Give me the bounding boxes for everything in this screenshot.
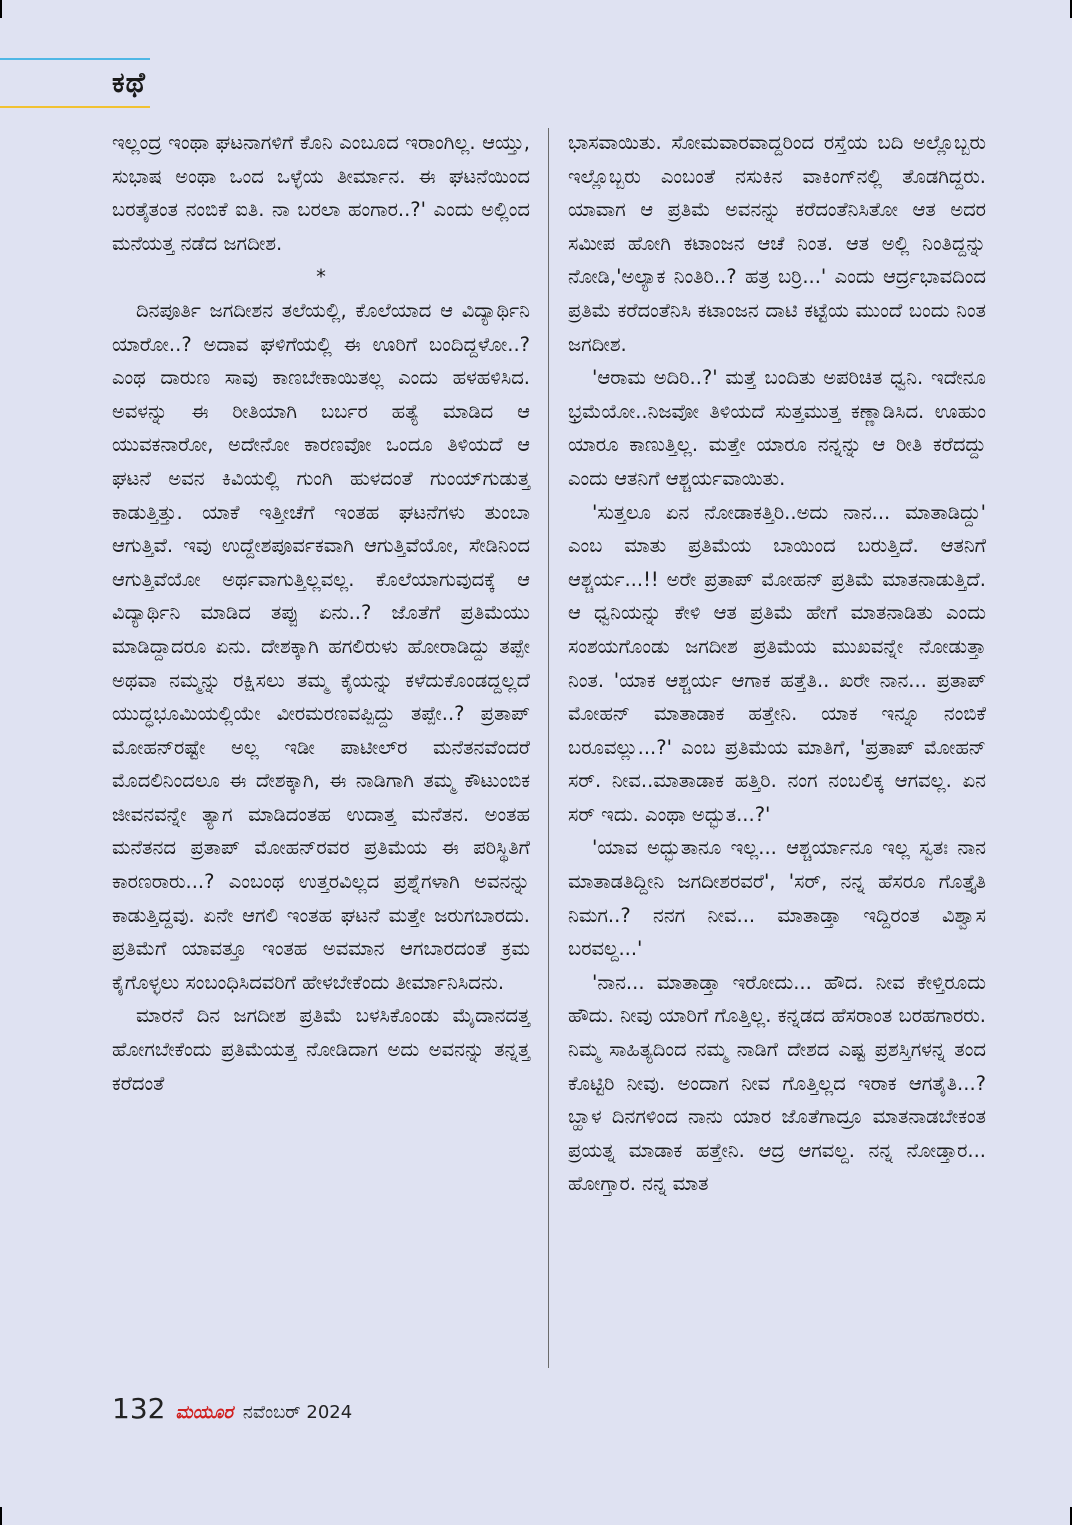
right-paragraph-2: 'ಆರಾಮ ಅದಿರಿ..?' ಮತ್ತೆ ಬಂದಿತು ಅಪರಿಚಿತ ಧ್ವನಿ. ಇದೇನೂ ಭ್ರಮೆಯೋ..ನಿಜವೋ ತಿಳಿಯದೆ ಸುತ್ತಮುತ್ತ ಕಣ್ಣಾಡಿಸಿದ. ಊಹುಂ ಯಾರೂ ಕಾಣುತ್ತಿಲ್ಲ. ಮತ್ತೇ ಯಾರೂ ನನ್ನನ್ನು ಆ ರೀತಿ ಕರೆದದ್ದು ಎಂದು ಆತನಿಗೆ ಆಶ್ಚರ್ಯವಾಯಿತು. xyxy=(568,366,986,490)
right-paragraph-5: 'ನಾನ... ಮಾತಾಡ್ತಾ ಇರೋದು... ಹೌದ. ನೀವ ಕೇಳ್ತಿರೂದು ಹೌದು. ನೀವು ಯಾರಿಗೆ ಗೊತ್ತಿಲ್ಲ. ಕನ್ನಡದ ಹೆಸರಾಂತ ಬರಹಗಾರರು. ನಿಮ್ಮ ಸಾಹಿತ್ಯದಿಂದ ನಮ್ಮ ನಾಡಿಗೆ ದೇಶದ ಎಷ್ಟ ಪ್ರಶಸ್ತಿಗಳನ್ನ ತಂದ ಕೊಟ್ಟಿರಿ ನೀವು. ಅಂದಾಗ ನೀವ ಗೊತ್ತಿಲ್ಲದ ಇರಾಕ ಆಗತೈತಿ...? ಬ್ಹಾಳ ದಿನಗಳಿಂದ ನಾನು ಯಾರ ಜೊತೆಗಾದ್ರೂ ಮಾತನಾಡಬೇಕಂತ ಪ್ರಯತ್ನ ಮಾಡಾಕ ಹತ್ತೇನಿ. ಆದ್ರ ಆಗವಲ್ದ. ನನ್ನ ನೋಡ್ತಾರ... ಹೋಗ್ತಾರ. ನನ್ನ ಮಾತ xyxy=(568,970,986,1196)
right-column xyxy=(568,126,986,1201)
magazine-logo: ಮಯೂರ xyxy=(175,1402,233,1423)
crop-mark-bottom-left xyxy=(0,1507,2,1525)
left-paragraph-2: ದಿನಪೂರ್ತಿ ಜಗದೀಶನ ತಲೆಯಲ್ಲಿ, ಕೊಲೆಯಾದ ಆ ವಿದ್ಯಾರ್ಥಿನಿ ಯಾರೋ..? ಅದಾವ ಘಳಿಗೆಯಲ್ಲಿ ಈ ಊರಿಗೆ ಬಂದಿದ್ದಳೋ..? ಎಂಥ ದಾರುಣ ಸಾವು ಕಾಣಬೇಕಾಯಿತಲ್ಲ ಎಂದು ಹಳಹಳಿಸಿದ. ಅವಳನ್ನು ಈ ರೀತಿಯಾಗಿ ಬರ್ಬರ ಹತ್ಯೆ ಮಾಡಿದ ಆ ಯುವಕನಾರೋ, ಅದೇನೋ ಕಾರಣವೋ ಒಂದೂ ತಿಳಿಯದೆ ಆ ಘಟನೆ ಅವನ ಕಿವಿಯಲ್ಲಿ ಗುಂಗಿ ಹುಳದಂತೆ ಗುಂಯ್‌ಗುಡುತ್ತ ಕಾಡುತ್ತಿತ್ತು. ಯಾಕೆ ಇತ್ತೀಚೆಗೆ ಇಂತಹ ಘಟನೆಗಳು ತುಂಬಾ ಆಗುತ್ತಿವೆ. ಇವು ಉದ್ದೇಶಪೂರ್ವಕವಾಗಿ ಆಗುತ್ತಿವೆಯೋ, ಸೇಡಿನಿಂದ ಆಗುತ್ತಿವೆಯೋ ಅರ್ಥವಾಗುತ್ತಿಲ್ಲವಲ್ಲ. ಕೊಲೆಯಾಗುವುದಕ್ಕೆ ಆ ವಿದ್ಯಾರ್ಥಿನಿ ಮಾಡಿದ ತಪ್ಪು ಏನು..? ಜೊತೆಗೆ ಪ್ರತಿಮೆಯು ಮಾಡಿದ್ದಾದರೂ ಏನು. ದೇಶಕ್ಕಾಗಿ ಹಗಲಿರುಳು ಹೋರಾಡಿದ್ದು ತಪ್ಪೇ ಅಥವಾ ನಮ್ಮನ್ನು ರಕ್ಷಿಸಲು ತಮ್ಮ ಕೈಯನ್ನು ಕಳೆದುಕೊಂಡದ್ದಲ್ಲದೆ ಯುದ್ಧಭೂಮಿಯಲ್ಲಿಯೇ ವೀರಮರಣವಪ್ಪಿದ್ದು ತಪ್ಪೇ..? ಪ್ರತಾಪ್ ಮೋಹನ್‌ರಷ್ಟೇ ಅಲ್ಲ ಇಡೀ ಪಾಟೀಲ್‌ರ ಮನೆತನವೆಂದರೆ ಮೊದಲಿನಿಂದಲೂ ಈ ದೇಶಕ್ಕಾಗಿ, ಈ ನಾಡಿಗಾಗಿ ತಮ್ಮ ಕೌಟುಂಬಿಕ ಜೀವನವನ್ನೇ ತ್ಯಾಗ ಮಾಡಿದಂತಹ ಉದಾತ್ತ ಮನೆತನ. ಅಂತಹ ಮನೆತನದ ಪ್ರತಾಪ್ ಮೋಹನ್‌ರವರ ಪ್ರತಿಮೆಯ ಈ ಪರಿಸ್ಥಿತಿಗೆ ಕಾರಣರಾರು...? ಎಂಬಂಥ ಉತ್ತರವಿಲ್ಲದ ಪ್ರಶ್ನೆಗಳಾಗಿ ಅವನನ್ನು ಕಾಡುತ್ತಿದ್ದವು. ಏನೇ ಆಗಲಿ ಇಂತಹ ಘಟನೆ ಮತ್ತೇ ಜರುಗಬಾರದು. ಪ್ರತಿಮೆಗೆ ಯಾವತ್ತೂ ಇಂತಹ ಅವಮಾನ ಆಗಬಾರದಂತೆ ಕ್ರಮ ಕೈಗೊಳ್ಳಲು ಸಂಬಂಧಿಸಿದವರಿಗೆ ಹೇಳಬೇಕೆಂದು ತೀರ್ಮಾನಿಸಿದನು. xyxy=(112,298,530,994)
issue-date: ನವೆಂಬರ್ 2024 xyxy=(242,1402,353,1423)
column-divider xyxy=(548,128,549,1368)
page-footer xyxy=(112,1392,352,1425)
section-rule-top xyxy=(0,58,150,60)
right-paragraph-4: 'ಯಾವ ಅದ್ಭುತಾನೂ ಇಲ್ಲ... ಆಶ್ಚರ್ಯಾನೂ ಇಲ್ಲ ಸ್ವತಃ ನಾನ ಮಾತಾಡತಿದ್ದೀನಿ ಜಗದೀಶರವರೆ', 'ಸರ್, ನನ್ನ ಹೆಸರೂ ಗೊತ್ತೈತಿ ನಿಮಗ..? ನನಗ ನೀವ... ಮಾತಾಡ್ತಾ ಇದ್ದಿರಂತ ವಿಶ್ವಾಸ ಬರವಲ್ದ...' xyxy=(568,836,986,961)
scene-separator: * xyxy=(316,265,326,289)
left-paragraph-1: ಇಲ್ಲಂದ್ರ ಇಂಥಾ ಘಟನಾಗಳಿಗೆ ಕೊನಿ ಎಂಬೂದ ಇರಾಂಗಿಲ್ಲ. ಆಯ್ತು, ಸುಭಾಷ ಅಂಥಾ ಒಂದ ಒಳ್ಳೆಯ ತೀರ್ಮಾನ. ಈ ಘಟನೆಯಿಂದ ಬರತೈತಂತ ನಂಬಿಕೆ ಐತಿ. ನಾ ಬರಲಾ ಹಂಗಾರ..?' ಎಂದು ಅಲ್ಲಿಂದ ಮನೆಯತ್ತ ನಡೆದ ಜಗದೀಶ. xyxy=(112,131,530,255)
right-paragraph-3: 'ಸುತ್ತಲೂ ಏನ ನೋಡಾಕತ್ತಿರಿ..ಅದು ನಾನ... ಮಾತಾಡಿದ್ದು' ಎಂಬ ಮಾತು ಪ್ರತಿಮೆಯ ಬಾಯಿಂದ ಬರುತ್ತಿದೆ. ಆತನಿಗೆ ಆಶ್ಚರ್ಯ...!! ಅರೇ ಪ್ರತಾಪ್ ಮೋಹನ್ ಪ್ರತಿಮೆ ಮಾತನಾಡುತ್ತಿದೆ. ಆ ಧ್ವನಿಯನ್ನು ಕೇಳಿ ಆತ ಪ್ರತಿಮೆ ಹೇಗೆ ಮಾತನಾಡಿತು ಎಂದು ಸಂಶಯಗೊಂಡು ಜಗದೀಶ ಪ್ರತಿಮೆಯ ಮುಖವನ್ನೇ ನೋಡುತ್ತಾ ನಿಂತ. 'ಯಾಕ ಆಶ್ಚರ್ಯ ಆಗಾಕ ಹತ್ತೆತಿ.. ಖರೇ ನಾನ... ಪ್ರತಾಪ್ ಮೋಹನ್ ಮಾತಾಡಾಕ ಹತ್ತೇನಿ. ಯಾಕ ಇನ್ನೂ ನಂಬಿಕೆ ಬರೂವಲ್ಲು...?' ಎಂಬ ಪ್ರತಿಮೆಯ ಮಾತಿಗೆ, 'ಪ್ರತಾಪ್ ಮೋಹನ್ ಸರ್. ನೀವ..ಮಾತಾಡಾಕ ಹತ್ತಿರಿ. ನಂಗ ನಂಬಲಿಕ್ಕ ಆಗವಲ್ಲ. ಏನ ಸರ್ ಇದು. ಎಂಥಾ ಅದ್ಭುತ...?' xyxy=(568,500,986,826)
page-number: 132 xyxy=(112,1392,166,1425)
section-rule-bottom xyxy=(0,106,150,108)
right-paragraph-1: ಭಾಸವಾಯಿತು. ಸೋಮವಾರವಾದ್ದರಿಂದ ರಸ್ತೆಯ ಬದಿ ಅಲ್ಲೊಬ್ಬರು ಇಲ್ಲೊಬ್ಬರು ಎಂಬಂತೆ ನಸುಕಿನ ವಾಕಿಂಗ್‌ನಲ್ಲಿ ತೊಡಗಿದ್ದರು. ಯಾವಾಗ ಆ ಪ್ರತಿಮೆ ಅವನನ್ನು ಕರೆದಂತೆನಿಸಿತೋ ಆತ ಅದರ ಸಮೀಪ ಹೋಗಿ ಕಟಾಂಜನ ಆಚೆ ನಿಂತ. ಆತ ಅಲ್ಲಿ ನಿಂತಿದ್ದನ್ನು ನೋಡಿ,'ಅಲ್ಯಾಕ ನಿಂತಿರಿ..? ಹತ್ರ ಬರ್ರಿ...' ಎಂದು ಆರ್ದ್ರಭಾವದಿಂದ ಪ್ರತಿಮೆ ಕರೆದಂತೆನಿಸಿ ಕಟಾಂಜನ ದಾಟಿ ಕಟ್ಟೆಯ ಮುಂದೆ ಬಂದು ನಿಂತ ಜಗದೀಶ. xyxy=(568,131,986,356)
section-label: ಕಥೆ xyxy=(112,66,146,99)
left-paragraph-3: ಮಾರನೆ ದಿನ ಜಗದೀಶ ಪ್ರತಿಮೆ ಬಳಸಿಕೊಂಡು ಮೈದಾನದತ್ತ ಹೋಗಬೇಕೆಂದು ಪ್ರತಿಮೆಯತ್ತ ನೋಡಿದಾಗ ಅದು ಅವನನ್ನು ತನ್ನತ್ತ ಕರೆದಂತೆ xyxy=(112,1004,530,1095)
crop-mark-top-left xyxy=(0,0,2,18)
left-column xyxy=(112,126,530,1100)
